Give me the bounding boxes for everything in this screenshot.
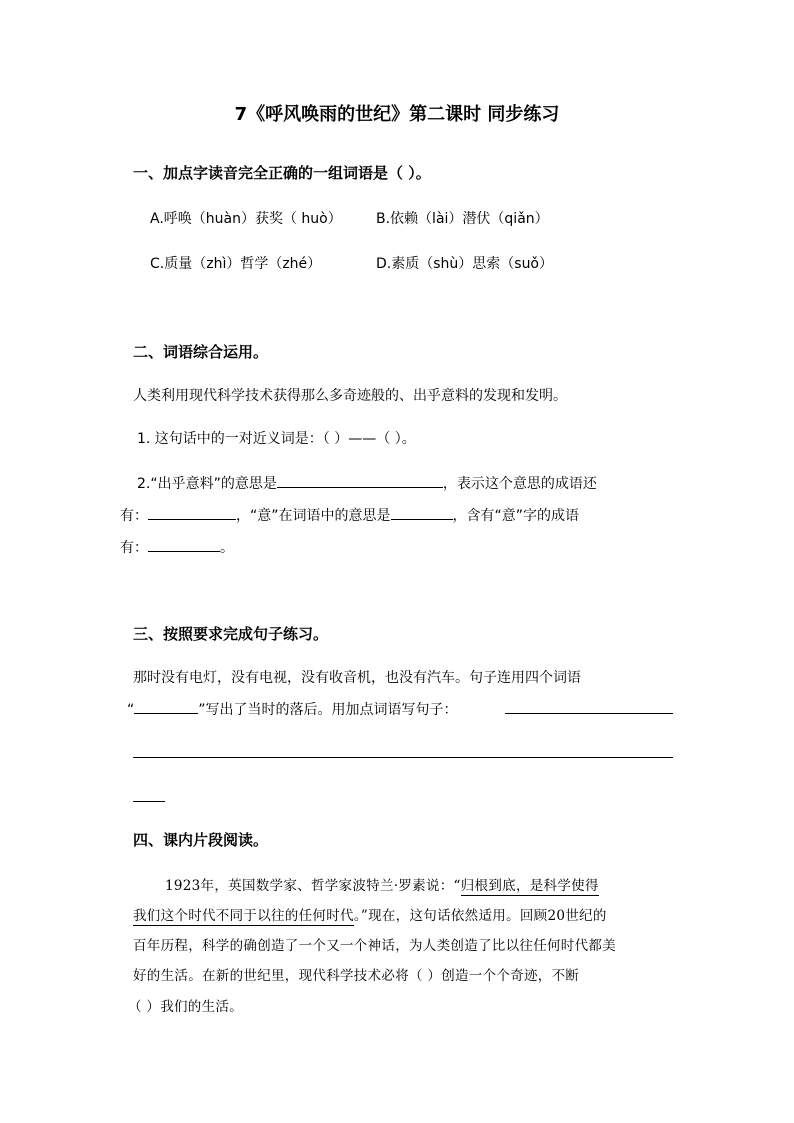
section3-line2 bbox=[127, 699, 458, 719]
section1-heading: 一、加点字读音完全正确的一组词语是（ ）。 bbox=[133, 164, 431, 182]
passage-text-1: 1923年，英国数学家、哲学家波特兰·罗素说：“ bbox=[165, 878, 461, 894]
open-quote: “ bbox=[127, 702, 135, 718]
section2-question-2-line1 bbox=[137, 473, 597, 493]
passage-line-3: 百年历程，科学的确创造了一个又一个神话，为人类创造了比以往任何时代都美 bbox=[133, 938, 616, 954]
answer-blank-idiom[interactable] bbox=[148, 505, 236, 520]
section3-heading: 三、按照要求完成句子练习。 bbox=[133, 625, 329, 643]
section2-question-2-line2 bbox=[120, 505, 579, 525]
passage-line-1 bbox=[165, 874, 599, 894]
passage-line-2 bbox=[133, 904, 607, 924]
answer-blank-yi-meaning[interactable] bbox=[391, 505, 453, 520]
answer-line-sentence-3[interactable] bbox=[133, 801, 165, 802]
q2-text-a: 2.“出乎意料”的意思是 bbox=[137, 476, 277, 492]
page-title: 7《呼风唤雨的世纪》第二课时 同步练习 bbox=[234, 104, 560, 125]
answer-blank-words[interactable] bbox=[134, 699, 198, 714]
option-d: D.素质（shù）思索（suǒ） bbox=[376, 256, 554, 272]
option-c: C.质量（zhì）哲学（zhé） bbox=[150, 256, 322, 272]
passage-quote-1: 归根到底，是科学使得 bbox=[460, 878, 599, 894]
q2-text-g: 。 bbox=[220, 540, 234, 556]
answer-line-sentence-1[interactable] bbox=[505, 713, 673, 714]
q2-text-d: ，“意”在词语中的意思是 bbox=[236, 508, 391, 524]
answer-line-sentence-2[interactable] bbox=[133, 757, 673, 758]
section2-question-2-line3 bbox=[120, 537, 234, 557]
passage-text-2: 。”现在，这句话依然适用。回顾20世纪的 bbox=[353, 908, 607, 924]
section2-question-1: 1. 这句话中的一对近义词是：（ ）——（ ）。 bbox=[137, 431, 416, 447]
passage-line-5: （ ）我们的生活。 bbox=[128, 999, 243, 1015]
answer-blank-yi-idiom[interactable] bbox=[148, 537, 220, 552]
section2-heading: 二、词语综合运用。 bbox=[133, 343, 269, 361]
q2-text-c: 有： bbox=[120, 508, 148, 524]
passage-quote-2: 我们这个时代不同于以往的任何时代 bbox=[133, 908, 354, 924]
q2-text-b: ，表示这个意思的成语还 bbox=[442, 476, 597, 492]
passage-line-4: 好的生活。在新的世纪里，现代科学技术必将（ ）创造一个个奇迹，不断 bbox=[133, 968, 580, 984]
answer-blank-meaning[interactable] bbox=[277, 473, 443, 488]
section3-line1: 那时没有电灯，没有电视，没有收音机，也没有汽车。句子连用四个词语 bbox=[133, 670, 581, 686]
section4-heading: 四、课内片段阅读。 bbox=[133, 831, 269, 849]
q2-text-e: ，含有“意”字的成语 bbox=[452, 508, 580, 524]
option-b: B.依赖（lài）潜伏（qiǎn） bbox=[376, 211, 549, 227]
option-a: A.呼唤（huàn）获奖（ huò） bbox=[150, 211, 342, 227]
section2-sentence: 人类利用现代科学技术获得那么多奇迹般的、出乎意料的发现和发明。 bbox=[133, 388, 567, 404]
q2-text-f: 有： bbox=[120, 540, 148, 556]
section3-line2-text: ”写出了当时的落后。用加点词语写句子： bbox=[198, 702, 458, 718]
